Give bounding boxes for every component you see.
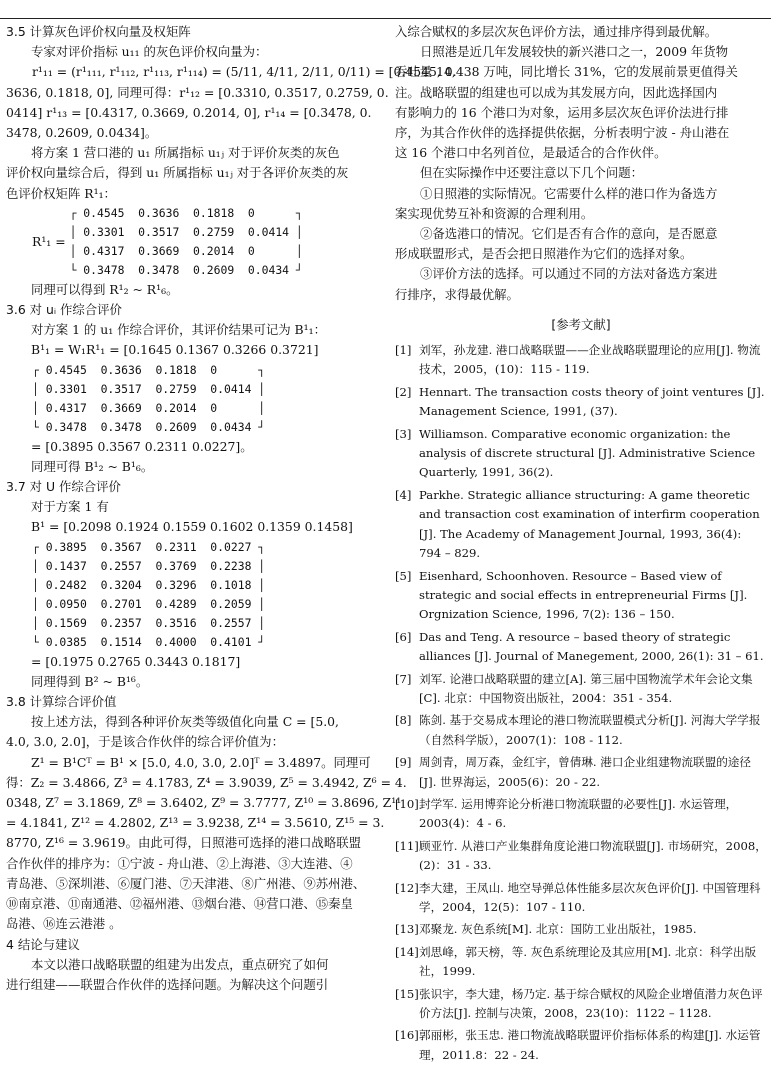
paragraph: 吞吐量 14,438 万吨，同比增长 31%，它的发展前景更值得关 [395,64,738,80]
page-header-rule [0,0,771,19]
paragraph: ③评价方法的选择。可以通过不同的方法对备选方案进 [420,266,718,282]
matrix-row: └ 0.3478 0.3478 0.2609 0.0434 ┘ [32,419,266,434]
reference-number: [1] [395,343,412,358]
reference-number: [6] [395,629,412,644]
paragraph: 本文以港口战略联盟的组建为出发点，重点研究了如何 [31,956,329,972]
reference-text: Williamson. Comparative economic organization: the analysis of discrete structural [J]. Administrative Science Quarterly, 1991, 36(2). [419,426,756,480]
reference-item [395,753,767,792]
reference-item [395,985,767,1024]
equation: = 4.1841, Z¹² = 4.2802, Z¹³ = 3.9238, Z¹⁴ = 3.5610, Z¹⁵ = 3. [6,815,385,831]
matrix-row: ┌ 0.4545 0.3636 0.1818 0 ┐ [69,205,303,220]
reference-text: 顾亚竹. 从港口产业集群角度论港口物流联盟[J]. 市场研究，2008，(2)：31 - 33. [419,838,767,873]
equation: 0414] r¹₁₃ = [0.4317, 0.3669, 0.2014, 0], r¹₁₄ = [0.3478, 0. [6,104,372,120]
paragraph: 对方案 1 的 u₁ 作综合评价，其评价结果可记为 B¹₁： [31,322,326,338]
paragraph: 将方案 1 营口港的 u₁ 所属指标 u₁ⱼ 对于评价灰类的灰色 [31,145,340,161]
paragraph: 日照港是近几年发展较快的新兴港口之一，2009 年货物 [420,44,729,60]
equation: 得：Z₂ = 3.4866, Z³ = 4.1783, Z⁴ = 3.9039, Z⁵ = 3.4942, Z⁶ = 4. [6,774,407,790]
paragraph: 青岛港、⑤深圳港、⑥厦门港、⑦天津港、⑧广州港、⑨苏州港、 [6,875,366,891]
reference-text: 刘军. 论港口战略联盟的建立[A]. 第三届中国物流学术年会论文集[C]. 北京：中国物资出版社，2004：351 - 354. [419,671,753,705]
equation: = [0.1975 0.2765 0.3443 0.1817] [31,653,241,669]
reference-text: Parkhe. Strategic alliance structuring: A game theoretic and transaction cost examination of interfirm cooperation [J]. The Academy of Management Journal, 1993, 36(4): 794 – 829. [419,487,760,561]
reference-text: 张识宇，李大建，杨乃定. 基于综合赋权的风险企业增值潜力灰色评价方法[J]. 控制与决策，2008，23(10)：1122 – 1128. [419,986,763,1021]
reference-number: [12] [395,880,419,895]
paragraph: 合作伙伴的排序为：①宁波 - 舟山港、②上海港、③大连港、④ [6,855,353,871]
reference-text: 李大建，王凤山. 地空导弹总体性能多层次灰色评价[J]. 中国管理科学，2004，12(5)：107 - 110. [419,880,761,915]
reference-item [395,711,767,750]
paragraph: 有影响力的 16 个港口为对象，运用多层次灰色评价法进行排 [395,104,729,120]
paragraph: 进行组建——联盟合作伙伴的选择问题。为解决这个问题引 [6,976,329,992]
paragraph: ⑩南京港、⑪南通港、⑫福州港、⑬烟台港、⑭营口港、⑮秦皇 [6,896,353,912]
reference-number: [4] [395,487,412,502]
paragraph: 注。战略联盟的组建也可以成为其发展方向，因此选择国内 [395,84,718,100]
paragraph: 同理可以得到 R¹₂ ~ R¹₆。 [31,281,179,297]
reference-text: Hennart. The transaction costs theory of joint ventures [J]. Management Science, 1991, (37). [419,384,765,419]
reference-number: [14] [395,944,419,959]
equation: 3478, 0.2609, 0.0434]。 [6,125,158,141]
matrix-row: │ 0.4317 0.3669 0.2014 0 │ [32,400,266,415]
reference-item [395,567,767,625]
paragraph: 评价权向量综合后，得到 u₁ 所属指标 u₁ⱼ 对于各评价灰类的灰 [6,165,349,181]
matrix-b11 [6,361,378,437]
equation: Z¹ = B¹Cᵀ = B¹ × [5.0, 4.0, 3.0, 2.0]ᵀ = 3.4897。同理可 [31,754,371,770]
section-3-6-title: 3.6 对 uᵢ 作综合评价 [6,302,122,318]
section-3-8-title: 3.8 计算综合评价值 [6,694,117,710]
reference-number: [5] [395,568,412,583]
reference-item [395,879,767,918]
paragraph: 形成联盟形式，是否会把日照港作为它们的选择对象。 [395,246,693,262]
paragraph: 4.0, 3.0, 2.0]，于是该合作伙伴的综合评价值为： [6,734,284,750]
reference-text: 邓聚龙. 灰色系统[M]. 北京：国防工业出版社，1985. [419,922,697,937]
reference-item [395,341,767,380]
reference-text: 郭丽彬，张玉忠. 港口物流战略联盟评价指标体系的构建[J]. 水运管理，2011.8：22 - 24. [419,1028,761,1062]
paragraph: 序，为其合作伙伴的选择提供依据，分析表明宁波 - 舟山港在 [395,125,730,141]
equation: B¹₁ = W₁R¹₁ = [0.1645 0.1367 0.3266 0.3721] [31,342,319,358]
paragraph: 按上述方法，得到各种评价灰类等级值化向量 C = [5.0, [31,714,339,730]
reference-number: [2] [395,384,412,399]
matrix-label: R¹₁ = [32,233,66,249]
reference-number: [15] [395,986,419,1001]
reference-number: [10] [395,796,419,811]
reference-item [395,1026,767,1065]
reference-text: 刘思峰，郭天榜，等. 灰色系统理论及其应用[M]. 北京：科学出版社，1999. [419,944,757,979]
reference-number: [3] [395,426,412,441]
reference-item [395,383,767,422]
reference-number: [7] [395,671,412,686]
matrix-row: │ 0.1569 0.2357 0.3516 0.2557 │ [32,615,266,630]
matrix-row: │ 0.1437 0.2557 0.3769 0.2238 │ [32,558,266,573]
reference-item [395,628,767,667]
reference-item [395,486,767,564]
paragraph: 入综合赋权的多层次灰色评价方法，通过排序得到最优解。 [395,24,718,39]
paragraph: 这 16 个港口中名列首位，是最适合的合作伙伴。 [395,145,667,161]
reference-text: 刘军，孙龙建. 港口战略联盟——企业战略联盟理论的应用[J]. 物流技术，2005，(10)：115 - 119. [419,343,761,377]
section-3-5-title: 3.5 计算灰色评价权向量及权矩阵 [6,24,191,39]
reference-number: [16] [395,1028,419,1043]
right-column [395,22,767,1068]
equation: B¹ = [0.2098 0.1924 0.1559 0.1602 0.1359 0.1458] [31,519,353,535]
section-3-7-title: 3.7 对 U 作综合评价 [6,479,121,495]
matrix-row: └ 0.0385 0.1514 0.4000 0.4101 ┘ [32,634,266,649]
reference-text: Eisenhard, Schoonhoven. Resource – Based view of strategic and social effects in entrepreneurial Firms [J]. Orgnization Science, 1996, 7(2): 136 – 150. [419,568,748,622]
reference-item [395,943,767,982]
paragraph: 案实现优势互补和资源的合理利用。 [395,205,594,221]
reference-number: [9] [395,755,412,770]
paragraph: ②备选港口的情况。它们是否有合作的意向，是否愿意 [420,226,718,242]
reference-item [395,920,767,939]
paragraph: 色评价权矩阵 R¹₁： [6,185,116,201]
reference-number: [8] [395,713,412,728]
matrix-row: │ 0.0950 0.2701 0.4289 0.2059 │ [32,596,266,611]
paragraph: ①日照港的实际情况。它需要什么样的港口作为备选方 [420,185,718,201]
equation: 0348, Z⁷ = 3.1869, Z⁸ = 3.6402, Z⁹ = 3.7777, Z¹⁰ = 3.8696, Z¹¹ [6,795,402,811]
matrix-row: │ 0.3301 0.3517 0.2759 0.0414 │ [69,224,303,239]
paragraph: 但在实际操作中还要注意以下几个问题： [420,165,644,181]
equation: r¹₁₁ = (r¹₁₁₁, r¹₁₁₂, r¹₁₁₃, r¹₁₁₄) = (5/11, 4/11, 2/11, 0/11) = [0.4545, 0. [32,64,457,80]
section-4-title: 4 结论与建议 [6,936,80,952]
reference-item [395,670,767,709]
reference-item [395,795,767,834]
reference-number: [13] [395,922,419,937]
matrix-row: │ 0.3301 0.3517 0.2759 0.0414 │ [32,381,266,396]
reference-text: 封学军. 运用博弈论分析港口物流联盟的必要性[J]. 水运管理，2003(4)：4 - 6. [419,796,738,831]
paragraph: 行排序，求得最优解。 [395,286,519,302]
equation: 8770, Z¹⁶ = 3.9619。由此可得，日照港可选择的港口战略联盟 [6,835,361,851]
reference-text: 陈剑. 基于交易成本理论的港口物流联盟模式分析[J]. 河海大学学报（自然科学版），2007(1)：108 - 112. [419,713,761,747]
reference-text: Das and Teng. A resource – based theory of strategic alliances [J]. Journal of Manegement, 2000, 26(1): 31 – 61. [419,629,764,664]
matrix-row: └ 0.3478 0.3478 0.2609 0.0434 ┘ [69,262,303,277]
paragraph: 岛港、⑯连云港港 。 [6,916,122,932]
reference-item [395,425,767,483]
paragraph: 同理可得 B¹₂ ~ B¹₆。 [31,458,154,474]
references-title: [参考文献] [551,316,611,332]
paragraph: 同理得到 B² ~ B¹⁶。 [31,673,149,689]
equation: = [0.3895 0.3567 0.2311 0.0227]。 [31,438,253,454]
matrix-row: │ 0.2482 0.3204 0.3296 0.1018 │ [32,577,266,592]
reference-number: [11] [395,838,419,853]
matrix-row: ┌ 0.4545 0.3636 0.1818 0 ┐ [32,362,266,377]
reference-item [395,837,767,876]
paragraph: 对于方案 1 有 [31,499,109,515]
equation: 3636, 0.1818, 0], 同理可得：r¹₁₂ = [0.3310, 0.3517, 0.2759, 0. [6,84,389,100]
reference-text: 周剑青，周万森，金红宇，曾倩琳. 港口企业组建物流联盟的途径[J]. 世界海运，2005(6)：20 - 22. [419,755,751,789]
matrix-row: ┌ 0.3895 0.3567 0.2311 0.0227 ┐ [32,539,266,554]
matrix-b [6,538,378,652]
paragraph: 专家对评价指标 u₁₁ 的灰色评价权向量为： [31,44,268,60]
matrix-r11 [6,204,378,280]
matrix-row: │ 0.4317 0.3669 0.2014 0 │ [69,243,303,258]
